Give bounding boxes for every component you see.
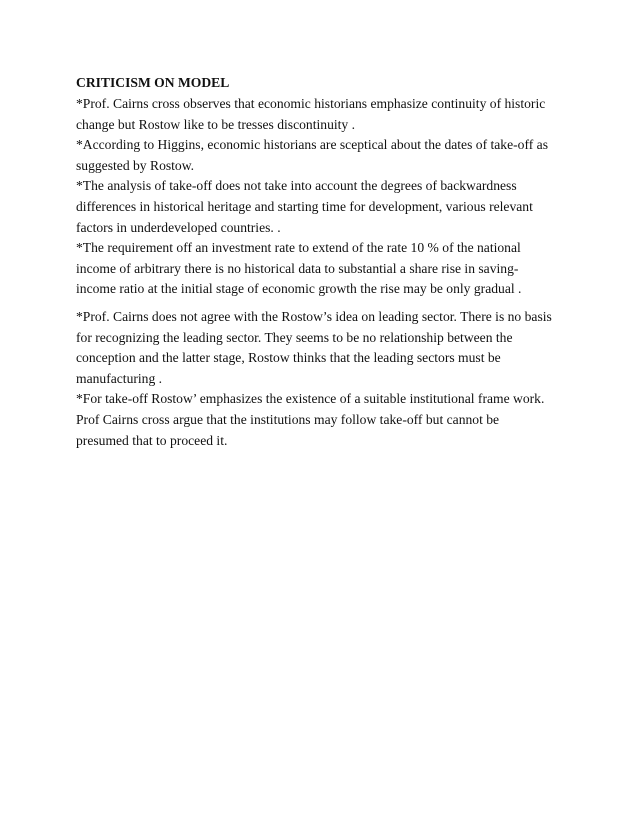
text-line: change but Rostow like to be tresses discontinuity . (76, 116, 356, 132)
text-line: income ratio at the initial stage of economic growth the rise may be only gradual . (76, 281, 522, 297)
text-line: income of arbitrary there is no historical data to substantial a share rise in saving- (76, 260, 519, 276)
criticism-paragraph-group-1 (76, 94, 566, 300)
text-line: differences in historical heritage and starting time for development, various relevant (76, 198, 533, 214)
text-line: presumed that to proceed it. (76, 432, 228, 448)
text-line: *Prof. Cairns cross observes that economic historians emphasize continuity of historic (76, 96, 546, 111)
text-line: suggested by Rostow. (76, 157, 195, 173)
text-line: *Prof. Cairns does not agree with the Rostow’s idea on leading sector. There is no basis (76, 308, 552, 324)
paragraph-spacer (76, 300, 566, 307)
text-line: manufacturing . (76, 370, 163, 386)
text-line: *For take-off Rostow’ emphasizes the existence of a suitable institutional frame work. (76, 391, 545, 407)
text-line: factors in underdeveloped countries. . (76, 219, 281, 235)
text-line: *The requirement off an investment rate to extend of the rate 10 % of the national (76, 240, 521, 256)
section-heading: CRITICISM ON MODEL (76, 75, 230, 90)
text-line: *The analysis of take-off does not take into account the degrees of backwardness (76, 178, 517, 194)
text-line: conception and the latter stage, Rostow thinks that the leading sectors must be (76, 350, 501, 366)
text-line: *According to Higgins, economic historians are sceptical about the dates of take-off as (76, 137, 548, 153)
text-line: Prof Cairns cross argue that the institutions may follow take-off but cannot be (76, 411, 500, 427)
document-body (76, 72, 566, 451)
text-line: for recognizing the leading sector. They seems to be no relationship between the (76, 329, 513, 345)
criticism-paragraph-group-2 (76, 307, 566, 451)
